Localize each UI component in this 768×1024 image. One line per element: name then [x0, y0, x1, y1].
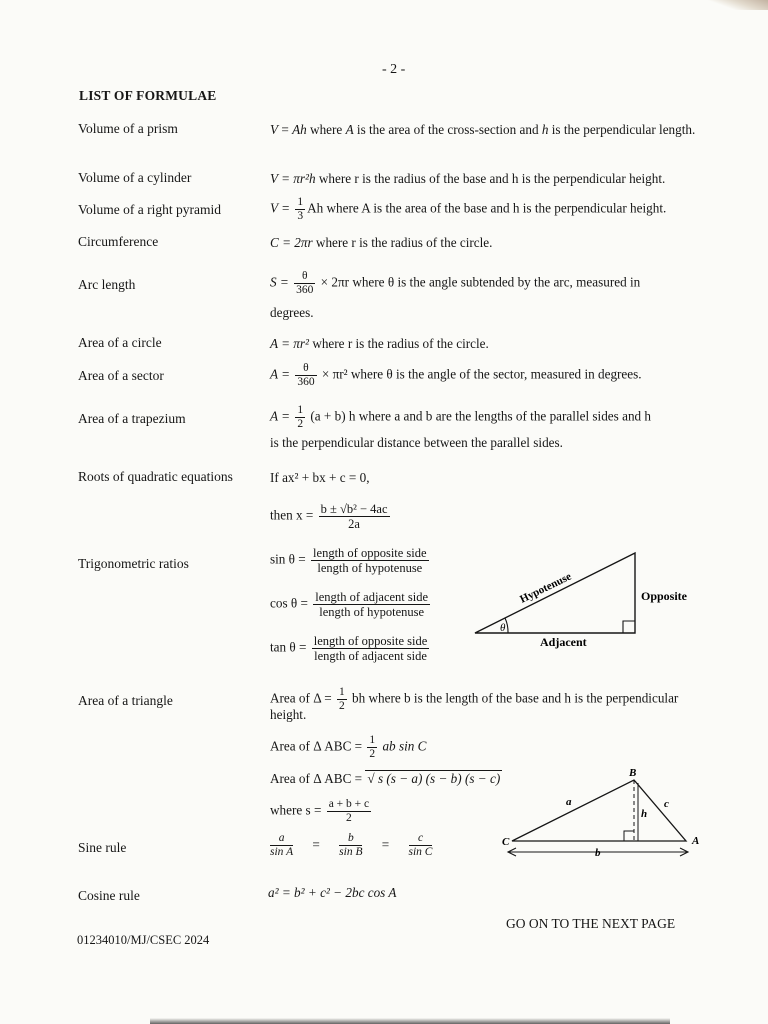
formula-abc-half-ab-sinc: Area of Δ ABC = $\frac{1}{2}$ ab sin C: [270, 734, 427, 760]
abc-triangle-diagram: [498, 765, 710, 865]
opposite-label: Opposite: [641, 589, 688, 603]
hypotenuse-label: Hypotenuse: [518, 570, 574, 606]
formula-cylinder: V = πr²h where r is the radius of the base and h is the perpendicular height.: [270, 171, 666, 186]
adjacent-label: Adjacent: [540, 635, 587, 649]
next-page-notice: GO ON TO THE NEXT PAGE: [506, 916, 676, 931]
formula-quadratic-if: If ax² + bx + c = 0,: [270, 470, 370, 485]
formula-prism: V = Ah where A is the area of the cross-section and h is the perpendicular length.: [270, 122, 696, 137]
side-b-label: b: [595, 847, 601, 859]
page-number: - 2 -: [382, 62, 406, 77]
label-prism: Volume of a prism: [78, 121, 178, 136]
formula-quadratic-roots: then x = $\frac{\text{b ± √b² − 4ac}}{2a}$: [270, 502, 388, 531]
formula-cosine-rule: a² = b² + c² − 2bc cos A: [268, 885, 397, 900]
formula-cos: cos θ = $\frac{\text{length of adjacent side}}{\text{length of hypotenuse}}$: [270, 590, 429, 619]
formula-sector-area: A = $\frac{\theta}{360}$ × πr² where θ is the angle of the sector, measured in degrees.: [270, 362, 642, 388]
formula-triangle-area-cont: height.: [270, 707, 307, 722]
formula-pyramid: V = $\frac{1}{3}$ Ah where A is the area of the base and h is the perpendicular height.: [270, 196, 667, 222]
label-circle-area: Area of a circle: [78, 335, 162, 350]
formula-trapezium-cont: is the perpendicular distance between the parallel sides.: [270, 435, 563, 450]
formula-triangle-area: Area of Δ = $\frac{1}{2}$ bh where b is the length of the base and h is the perpendicular: [270, 686, 679, 712]
label-cosine-rule: Cosine rule: [78, 888, 140, 903]
right-triangle-diagram: [470, 545, 700, 655]
label-triangle-area: Area of a triangle: [78, 693, 173, 708]
formula-arc-length-cont: degrees.: [270, 305, 314, 320]
formula-sine-rule: $\frac{a}{\text{sin A}}$ = $\frac{b}{\text{sin B}}$ = $\frac{c}{\text{sin C}}$: [270, 832, 433, 858]
formula-abc-heron: Area of Δ ABC = √ s (s − a) (s − b) (s − c): [270, 771, 501, 786]
formula-circumference: C = 2πr where r is the radius of the circle.: [270, 235, 493, 250]
label-trig: Trigonometric ratios: [78, 556, 189, 571]
label-cylinder: Volume of a cylinder: [78, 170, 192, 185]
page-edge-shadow: [708, 0, 768, 10]
vertex-b-label: B: [629, 767, 637, 779]
page-heading: LIST OF FORMULAE: [79, 88, 217, 103]
label-pyramid: Volume of a right pyramid: [78, 202, 221, 217]
page-bottom-shadow: [150, 1018, 670, 1024]
formula-semi-perimeter: where s = $\frac{a + b + c}{2}$: [270, 798, 370, 824]
side-c-label: c: [664, 798, 669, 810]
exam-code: 01234010/MJ/CSEC 2024: [77, 933, 210, 947]
right-angle-marker: [623, 621, 635, 633]
formula-trapezium: A = $\frac{1}{2}$ (a + b) h where a and b are the lengths of the parallel sides and h: [270, 404, 652, 430]
formula-arc-length: S = $\frac{\theta}{360}$ × 2πr where θ is the angle subtended by the arc, measured in: [270, 270, 641, 296]
label-sine-rule: Sine rule: [78, 840, 127, 855]
label-sector-area: Area of a sector: [78, 368, 164, 383]
formula-circle-area: A = πr² where r is the radius of the circle.: [270, 336, 489, 351]
abc-right-angle-marker: [624, 831, 634, 841]
formula-sin: sin θ = $\frac{\text{length of opposite side}}{\text{length of hypotenuse}}$: [270, 546, 427, 575]
label-quadratic: Roots of quadratic equations: [78, 469, 233, 484]
formula-tan: tan θ = $\frac{\text{length of opposite side}}{\text{length of adjacent side}}$: [270, 634, 428, 663]
theta-label: θ: [500, 622, 506, 634]
label-arc-length: Arc length: [78, 277, 136, 292]
side-a-label: a: [566, 796, 572, 808]
abc-triangle-shape: [512, 780, 686, 841]
vertex-c-label: C: [502, 836, 510, 848]
triangle-shape: [475, 553, 635, 633]
label-trapezium-area: Area of a trapezium: [78, 411, 186, 426]
label-circumference: Circumference: [78, 234, 159, 249]
angle-arc: [505, 618, 508, 633]
vertex-a-label: A: [692, 835, 700, 847]
height-h-label: h: [641, 808, 648, 820]
